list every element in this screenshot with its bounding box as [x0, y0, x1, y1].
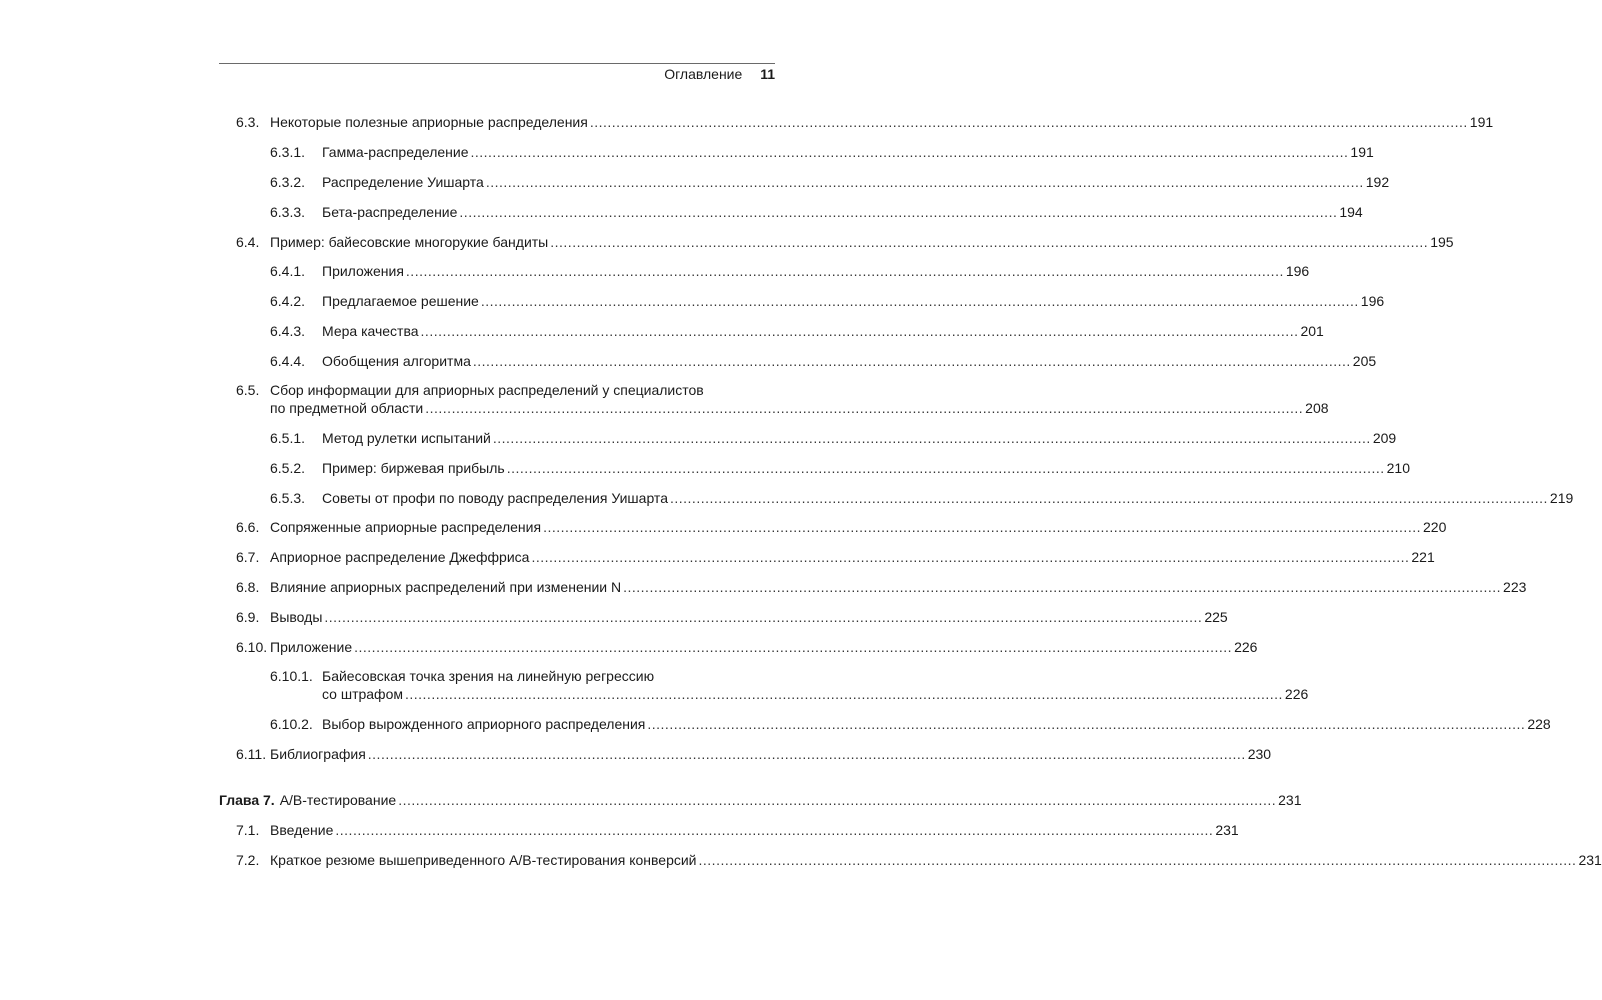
toc-title: Краткое резюме вышеприведенного A/B-тестирования конверсий — [270, 852, 697, 868]
toc-entry-6-10-2[interactable] — [219, 714, 1551, 734]
toc-page: 208 — [1305, 400, 1329, 416]
toc-chapter-7[interactable] — [219, 790, 1302, 810]
header-page-number: 11 — [760, 66, 775, 82]
toc-number: 6.10.2. — [270, 716, 313, 732]
toc-leader — [470, 142, 1348, 162]
header-rule — [219, 63, 775, 64]
toc-leader — [493, 428, 1371, 448]
toc-number: 6.4.2. — [270, 293, 306, 309]
toc-entry-6-3-1[interactable] — [219, 142, 1374, 162]
toc-page: 201 — [1300, 323, 1324, 339]
toc-title-line1: Байесовская точка зрения на линейную регрессию — [322, 668, 655, 684]
toc-entry-6-6[interactable] — [219, 517, 1447, 537]
toc-leader — [481, 291, 1359, 311]
header-title: Оглавление — [664, 66, 743, 82]
running-header — [219, 66, 775, 86]
toc-entry-6-10-1[interactable] — [219, 666, 1309, 706]
toc-page: 230 — [1247, 746, 1272, 762]
toc-entry-6-8[interactable] — [219, 577, 1527, 597]
toc-leader — [670, 488, 1548, 508]
toc-leader — [531, 547, 1409, 567]
toc-page: 191 — [1469, 114, 1494, 130]
toc-number: 7.2. — [236, 852, 260, 868]
toc-number: 6.7. — [236, 549, 260, 565]
toc-title: Обобщения алгоритма — [322, 353, 471, 369]
toc-entry-6-5[interactable] — [219, 380, 1329, 420]
toc-leader — [398, 790, 1276, 810]
toc-page: 231 — [1278, 792, 1302, 808]
toc-number: 6.3.2. — [270, 174, 306, 190]
toc-leader — [590, 112, 1468, 132]
toc-page: 220 — [1423, 519, 1447, 535]
toc-page: 226 — [1284, 686, 1309, 702]
toc-number: 6.4.3. — [270, 323, 306, 339]
toc-entry-7-2[interactable] — [219, 850, 1602, 870]
toc-leader — [368, 744, 1246, 764]
toc-page: 231 — [1578, 852, 1602, 868]
toc-leader — [543, 517, 1421, 537]
toc-title: по предметной области — [270, 400, 424, 416]
toc-page: 210 — [1386, 460, 1410, 476]
toc-entry-6-4-2[interactable] — [219, 291, 1385, 311]
toc-leader — [459, 202, 1337, 222]
toc-title: Введение — [270, 822, 334, 838]
toc-title: Некоторые полезные априорные распределения — [270, 114, 588, 130]
toc-page: 205 — [1352, 353, 1377, 369]
toc-leader — [421, 321, 1299, 341]
toc-leader — [550, 232, 1428, 252]
toc-entry-6-4-4[interactable] — [219, 351, 1377, 371]
toc-title: Бета-распределение — [322, 204, 458, 220]
toc-leader — [425, 398, 1303, 418]
toc-entry-6-3-3[interactable] — [219, 202, 1363, 222]
toc-page: 191 — [1350, 144, 1374, 160]
toc-page: 221 — [1411, 549, 1435, 565]
toc-entry-6-5-2[interactable] — [219, 458, 1410, 478]
toc-leader — [507, 458, 1385, 478]
toc-page: 196 — [1360, 293, 1385, 309]
toc-title: со штрафом — [322, 686, 403, 702]
toc-title: Приложение — [270, 639, 353, 655]
toc-page: 194 — [1339, 204, 1363, 220]
toc-title: Приложения — [322, 263, 404, 279]
toc-title: Априорное распределение Джеффриса — [270, 549, 530, 565]
toc-page: 195 — [1430, 234, 1454, 250]
toc-entry-6-3-2[interactable] — [219, 172, 1390, 192]
toc-number: 6.4.1. — [270, 263, 306, 279]
toc-number: 6.3.3. — [270, 204, 306, 220]
toc-leader — [335, 820, 1213, 840]
toc-page: 231 — [1215, 822, 1239, 838]
toc-page: 223 — [1503, 579, 1527, 595]
toc-number: 6.4. — [236, 234, 260, 250]
toc-number: 6.3. — [236, 114, 260, 130]
toc-number: 6.9. — [236, 609, 260, 625]
toc-title: Библиография — [270, 746, 366, 762]
toc-title: Выводы — [270, 609, 323, 625]
toc-leader — [324, 607, 1202, 627]
toc-entry-6-5-3[interactable] — [219, 488, 1574, 508]
toc-page: 225 — [1204, 609, 1228, 625]
toc-title: Распределение Уишарта — [322, 174, 484, 190]
toc-number: 6.3.1. — [270, 144, 306, 160]
toc-leader — [405, 684, 1283, 704]
toc-leader — [486, 172, 1364, 192]
toc-number: 6.10. — [236, 639, 268, 655]
toc-entry-6-7[interactable] — [219, 547, 1435, 567]
toc-title: Влияние априорных распределений при изменении N — [270, 579, 622, 595]
toc-title: Предлагаемое решение — [322, 293, 479, 309]
toc-title: Сопряженные априорные распределения — [270, 519, 542, 535]
toc-leader — [647, 714, 1525, 734]
toc-page: 209 — [1372, 430, 1397, 446]
toc-entry-6-4[interactable] — [219, 232, 1454, 252]
toc-page: 219 — [1549, 490, 1574, 506]
toc-title: Советы от профи по поводу распределения Уишарта — [322, 490, 668, 506]
toc-title: A/B-тестирование — [279, 792, 397, 808]
toc-entry-6-4-3[interactable] — [219, 321, 1324, 341]
toc-number: 6.8. — [236, 579, 260, 595]
toc-entry-6-10[interactable] — [219, 637, 1258, 657]
toc-entry-6-3[interactable] — [219, 112, 1494, 132]
toc-leader — [406, 261, 1284, 281]
toc-number: 6.5.3. — [270, 490, 306, 506]
toc-number: 6.4.4. — [270, 353, 306, 369]
toc-leader — [354, 637, 1232, 657]
toc-number: 6.6. — [236, 519, 260, 535]
toc-title: Метод рулетки испытаний — [322, 430, 491, 446]
toc-title: Выбор вырожденного априорного распределения — [322, 716, 646, 732]
toc-number: 6.5.1. — [270, 430, 306, 446]
toc-entry-6-11[interactable] — [219, 744, 1272, 764]
toc-leader — [623, 577, 1501, 597]
toc-page: 196 — [1285, 263, 1310, 279]
toc-number: 6.10.1. — [270, 668, 313, 684]
toc-title: Пример: байесовские многорукие бандиты — [270, 234, 549, 250]
toc-number: 6.11. — [236, 746, 267, 762]
toc-page: 192 — [1365, 174, 1390, 190]
toc-entry-6-4-1[interactable] — [219, 261, 1310, 281]
toc-page: 228 — [1527, 716, 1551, 732]
toc-entry-7-1[interactable] — [219, 820, 1239, 840]
toc-number: 7.1. — [236, 822, 260, 838]
toc-leader — [699, 850, 1577, 870]
toc-title: Пример: биржевая прибыль — [322, 460, 505, 476]
toc-leader — [473, 351, 1351, 371]
toc-entry-6-5-1[interactable] — [219, 428, 1397, 448]
toc-entry-6-9[interactable] — [219, 607, 1228, 627]
toc-title-line1: Сбор информации для априорных распределений у специалистов — [270, 382, 704, 398]
toc-title: Мера качества — [322, 323, 419, 339]
toc-number: 6.5. — [236, 382, 260, 398]
toc-number: 6.5.2. — [270, 460, 306, 476]
toc-title: Гамма-распределение — [322, 144, 469, 160]
toc-page: 226 — [1234, 639, 1258, 655]
toc-chapter-number: Глава 7. — [219, 792, 275, 808]
